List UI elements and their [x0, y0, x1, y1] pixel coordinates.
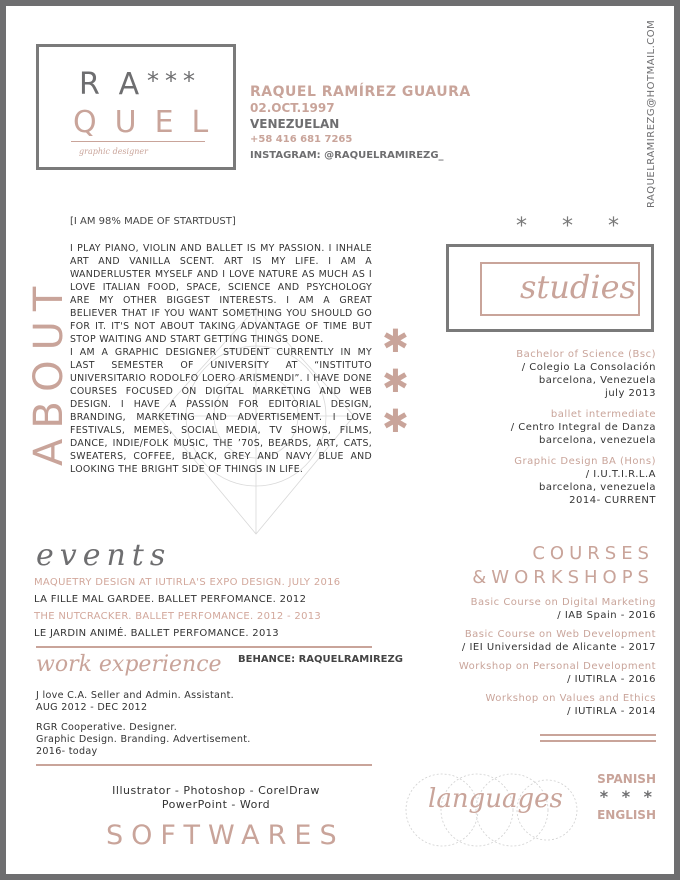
logo-subtitle: graphic designer: [79, 147, 148, 156]
courses-heading: [472, 542, 654, 590]
software-line: Illustrator - Photoshop - CorelDraw: [112, 784, 320, 797]
courses-heading-line2: &WORKSHOPS: [472, 567, 654, 588]
course-item: [459, 596, 656, 622]
course-item: [459, 628, 656, 654]
study-line: barcelona, Venezuela: [538, 375, 656, 386]
event-item: MAQUETRY DESIGN AT IUTIRLA'S EXPO DESIGN. JULY 2016: [34, 577, 341, 588]
software-list: [86, 784, 346, 812]
study-line: barcelona, venezuela: [539, 482, 656, 493]
study-line: / Centro Integral de Danza: [510, 422, 656, 433]
language-item: ENGLISH: [597, 808, 656, 822]
event-item: LE JARDIN ANIMÉ. BALLET PERFOMANCE. 2013: [34, 628, 279, 639]
languages-list: [597, 770, 656, 824]
job-item: [36, 722, 251, 758]
asterisk-icon: ✱: [382, 402, 409, 440]
job-line: RGR Cooperative. Designer.: [36, 722, 178, 733]
study-line: barcelona, venezuela: [539, 435, 656, 446]
event-item: THE NUTCRACKER. BALLET PERFOMANCE. 2012 - 2013: [34, 611, 322, 622]
events-heading: events: [36, 538, 172, 573]
study-title: Graphic Design BA (Hons): [514, 456, 656, 467]
job-line: Graphic Design. Branding. Advertisement.: [36, 734, 251, 745]
study-item: [511, 348, 656, 400]
study-title: Bachelor of Science (Bsc): [516, 349, 656, 360]
about-heading-vertical: [26, 276, 76, 466]
logo-stars: ***: [147, 67, 201, 95]
software-heading: SOFTWARES: [106, 820, 345, 851]
study-line: july 2013: [605, 388, 656, 399]
full-name: RAQUEL RAMÍREZ GUAURA: [250, 84, 471, 100]
logo-divider: [71, 141, 205, 142]
about-text: [70, 242, 372, 476]
about-paragraph-1: I PLAY PIANO, VIOLIN AND BALLET IS MY PASSION. I INHALE ART AND VANILLA SCENT. ART IS MY LIFE. I AM A WANDERLUSTER MYSELF AND I LOVE NATURE AS MUCH AS I LOVE ITALIAN FOOD, SPACE, SCIENCE AND PSYCHOLOGY ARE MY OTHER BIGGEST INTERESTS. I AM A GREAT BELIEVER THAT IF YOU WANT SOMETHING YOU SHOULD GO FOR IT. IT'S NOT ABOUT TAKING ADVANTAGE OF TIME BUT STOP WAITING AND START GETTING THINGS DONE.: [70, 243, 372, 345]
course-line: / IUTIRLA - 2014: [567, 706, 656, 717]
logo-line1: RA: [79, 67, 160, 102]
software-line: PowerPoint - Word: [161, 798, 271, 811]
study-item: [511, 455, 656, 507]
phone: +58 416 681 7265: [250, 134, 353, 145]
work-list: [36, 690, 251, 758]
about-heading: ABOUT: [26, 276, 72, 466]
job-line: AUG 2012 - DEC 2012: [36, 702, 148, 713]
study-line: / Colegio La Consolación: [521, 362, 656, 373]
event-item: LA FILLE MAL GARDEE. BALLET PERFOMANCE. 2012: [34, 594, 307, 605]
nationality: VENEZUELAN: [250, 117, 340, 131]
course-line: / IAB Spain - 2016: [557, 610, 656, 621]
job-line: J love C.A. Seller and Admin. Assistant.: [36, 690, 235, 701]
job-line: 2016- today: [36, 746, 98, 757]
courses-heading-line1: COURSES: [532, 543, 654, 564]
about-tagline: [I AM 98% MADE OF STARTDUST]: [70, 216, 236, 227]
languages-stars: * * *: [599, 787, 656, 806]
courses-list: [459, 596, 656, 718]
work-heading: work experience: [36, 652, 222, 677]
about-paragraph-2: I AM A GRAPHIC DESIGNER STUDENT CURRENTLY IN MY LAST SEMESTER OF UNIVERSITY AT “INSTITUTO UNIVERSITARIO RODOLFO LOERO ARISMENDI”. I HAVE DONE COURSES FOCUSED ON DIGITAL MARKETING AND WEB DESIGN. I HAVE A PASSION FOR EDITORIAL DESIGN, BRANDING, MARKETING AND ADVERTISEMENT. I LOVE FESTIVALS, MEMES, SOCIAL MEDIA, TV SHOWS, FILMS, DANCE, INDIE/FOLK MUSIC, THE ’70S, BEARDS, ART, CATS, SWEATERS, COFFEE, BLACK, GREY AND NAVY BLUE AND LOOKING THE BRIGHT SIDE OF THINGS IN LIFE.: [70, 347, 372, 475]
course-item: [459, 660, 656, 686]
events-divider: [36, 646, 372, 648]
behance-handle: BEHANCE: RAQUELRAMIREZG: [238, 654, 403, 665]
asterisk-icon: ✱: [382, 322, 409, 360]
work-divider: [36, 764, 372, 766]
course-title: Workshop on Values and Ethics: [485, 693, 656, 704]
logo-box: [36, 44, 236, 170]
study-line: 2014- CURRENT: [569, 495, 656, 506]
birth-date: 02.OCT.1997: [250, 101, 335, 115]
course-title: Basic Course on Web Development: [464, 629, 656, 640]
instagram-handle: INSTAGRAM: @RAQUELRAMIREZG_: [250, 150, 444, 161]
study-title: ballet intermediate: [550, 409, 656, 420]
studies-list: [511, 348, 656, 507]
course-line: / IUTIRLA - 2016: [567, 674, 656, 685]
studies-heading: studies: [520, 268, 636, 306]
study-line: / I.U.T.I.R.L.A: [585, 469, 656, 480]
resume-page: [6, 6, 674, 874]
course-item: [459, 692, 656, 718]
language-item: SPANISH: [597, 772, 656, 786]
study-item: [511, 408, 656, 447]
course-line: / IEI Universidad de Alicante - 2017: [461, 642, 656, 653]
job-item: [36, 690, 251, 714]
courses-divider: [540, 740, 656, 742]
email: RAQUELRAMIREZG@HOTMAIL.COM: [646, 19, 657, 208]
languages-heading: languages: [428, 784, 563, 814]
studies-stars: * * *: [516, 214, 633, 239]
header-info: [250, 84, 471, 164]
events-list: [34, 574, 340, 642]
asterisk-icon: ✱: [382, 362, 409, 400]
course-title: Workshop on Personal Development: [458, 661, 656, 672]
email-vertical: [646, 19, 658, 208]
logo-line2: QUEL: [73, 105, 227, 140]
courses-divider: [540, 734, 656, 736]
course-title: Basic Course on Digital Marketing: [470, 597, 656, 608]
